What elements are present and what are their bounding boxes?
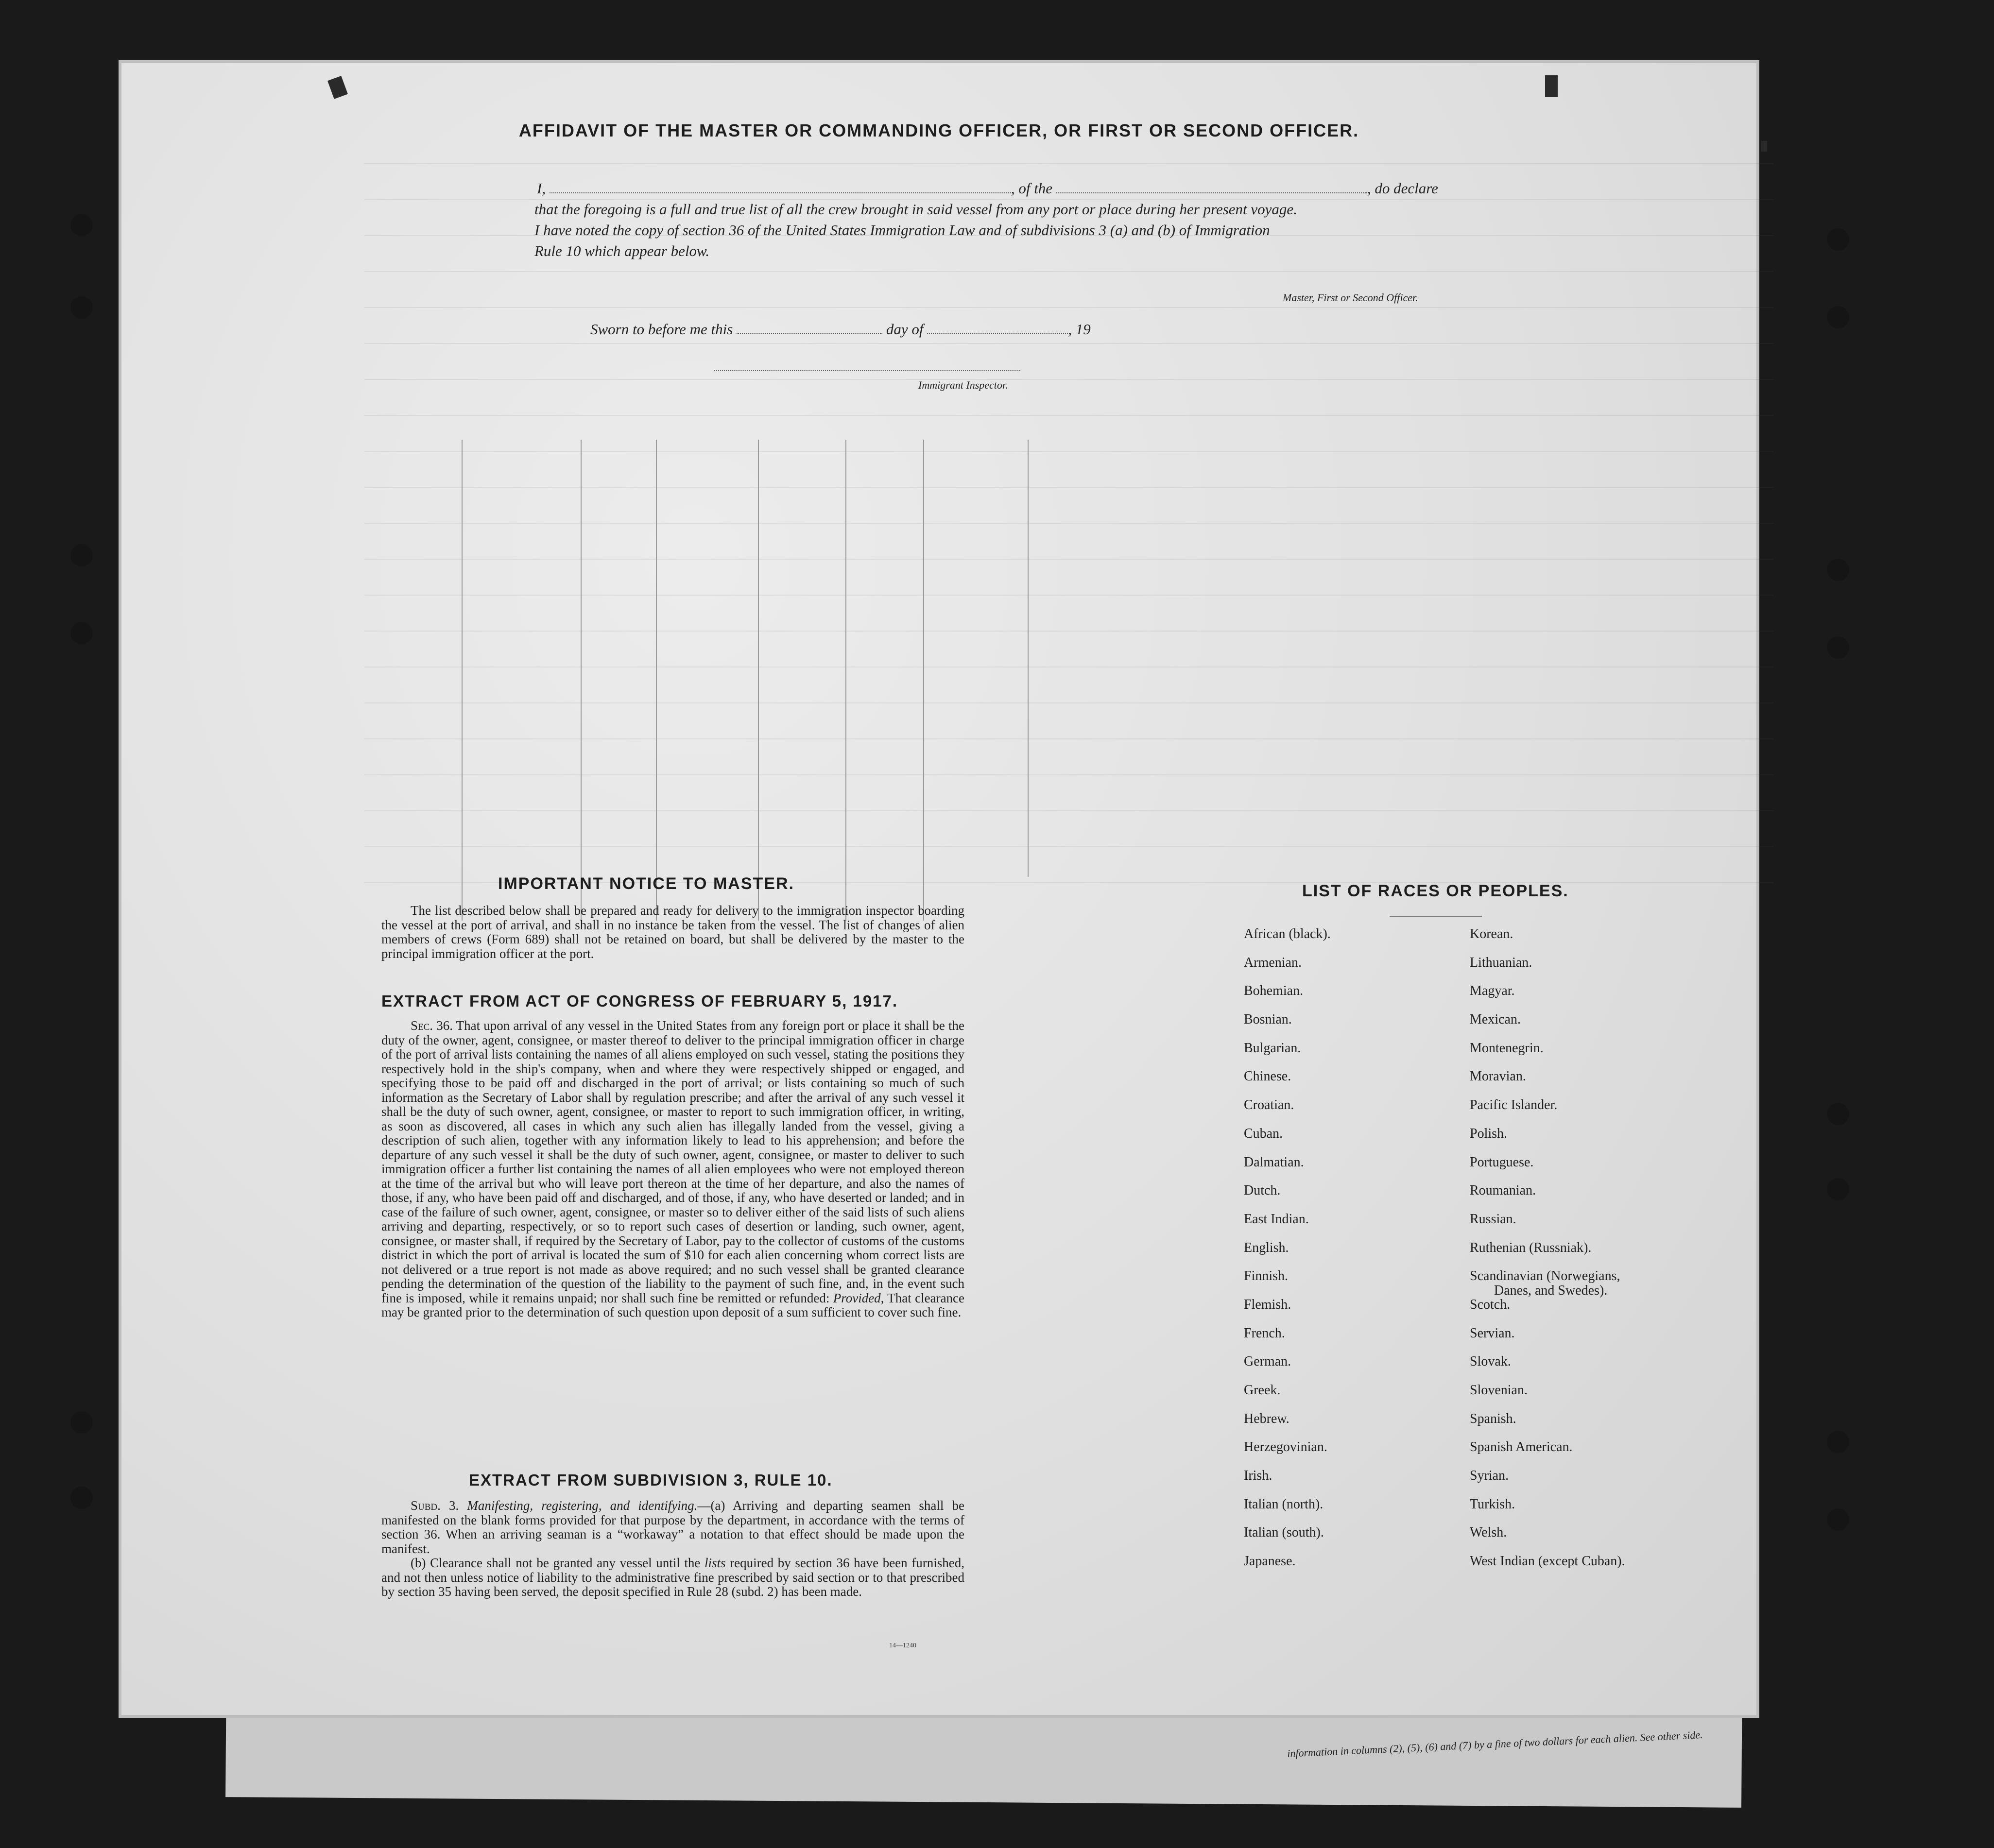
race-item: Dalmatian. [1244,1154,1304,1170]
tape-mark [1545,75,1558,97]
punch-hole [1827,1178,1849,1200]
sworn-before-label: Sworn to before me this [590,321,733,338]
column-rule [462,440,463,921]
race-item: Dutch. [1244,1183,1281,1198]
affidavit-of-the: , of the [1011,180,1053,197]
act-extract-text [381,1019,964,1320]
signature-label: Master, First or Second Officer. [1283,291,1418,304]
race-item: Japanese. [1244,1554,1296,1569]
race-item: Lithuanian. [1470,955,1532,970]
column-rule [1028,440,1029,877]
race-item: Croatian. [1244,1097,1294,1113]
race-item: Bosnian. [1244,1012,1292,1027]
punch-hole [1827,636,1849,659]
race-item: Italian (north). [1244,1496,1324,1512]
race-item: Hebrew. [1244,1411,1289,1426]
race-item: Polish. [1470,1126,1508,1141]
punch-hole [70,1411,93,1434]
race-item: Ruthenian (Russniak). [1470,1240,1592,1255]
races-title-rule [1390,916,1482,917]
race-item: Korean. [1470,926,1513,941]
race-item: Herzegovinian. [1244,1439,1327,1455]
race-item: Spanish American. [1470,1439,1573,1455]
race-item: Montenegrin. [1470,1040,1544,1056]
races-left-column [1244,927,1331,1583]
race-item: Bohemian. [1244,983,1304,999]
affidavit-declare: , do declare [1367,180,1438,197]
year-label: , 19 [1068,321,1091,338]
affidavit-line-3: I have noted the copy of section 36 of the United States Immigration Law and of subdivisions 3 (a) and (b) of Immigration [534,222,1270,239]
race-item: Magyar. [1470,983,1515,999]
subd-3-para-b-start: (b) Clearance shall not be granted any vessel until the [411,1556,701,1570]
day-of-label: day of [886,321,924,338]
name-blank[interactable] [550,181,1011,193]
column-rule [923,440,924,921]
inspector-signature-line[interactable] [714,370,1020,371]
race-item: Chinese. [1244,1069,1291,1084]
race-item: German. [1244,1354,1291,1369]
race-item: Slovenian. [1470,1383,1528,1398]
day-blank[interactable] [737,322,882,334]
month-blank[interactable] [927,322,1068,334]
form-number: 14—1240 [889,1642,916,1649]
column-rule [656,440,657,921]
subd-3-para-a: —(a) Arriving and departing seamen shall be manifested on the blank forms provided for that purpose by the department, in accordance with the terms of section 36. When an arriving seaman is a “workaway” a notation to that effect should be made upon the manifest. [381,1498,964,1556]
race-item: Spanish. [1470,1411,1516,1426]
race-item: Roumanian. [1470,1183,1536,1198]
subd-3-label: Subd. 3. [411,1498,459,1513]
document-page [121,63,1756,1715]
punch-hole [1827,228,1849,251]
race-item: Turkish. [1470,1496,1515,1512]
punch-hole [70,214,93,236]
column-rule [845,440,846,921]
punch-hole [1827,1103,1849,1125]
punch-hole [70,544,93,566]
punch-hole [70,296,93,319]
race-item-line: Scandinavian (Norwegians, [1470,1268,1620,1284]
notice-title: IMPORTANT NOTICE TO MASTER. [498,874,794,893]
race-item: Portuguese. [1470,1154,1534,1170]
underlying-note: information in columns (2), (5), (6) and (7) by a fine of two dollars for each alien. See other side. [1287,1728,1703,1760]
race-item: Welsh. [1470,1525,1507,1540]
race-item: French. [1244,1325,1285,1341]
affidavit-title: AFFIDAVIT OF THE MASTER OR COMMANDING OFFICER, OR FIRST OR SECOND OFFICER. [518,120,1359,140]
inspector-label: Immigrant Inspector. [918,379,1008,391]
race-item: Bulgarian. [1244,1040,1301,1056]
column-rule [758,440,759,921]
sworn-line [590,321,1091,338]
races-right-column [1470,927,1625,1583]
subd-3-heading: Manifesting, registering, and identifying. [467,1498,698,1513]
race-item: Mexican. [1470,1012,1521,1027]
race-item: Italian (south). [1244,1525,1324,1540]
race-item: African (black). [1244,926,1331,941]
race-item: Finnish. [1244,1268,1289,1284]
punch-hole [1827,306,1849,328]
notice-text [381,904,964,961]
sec-36-text: That upon arrival of any vessel in the United States from any foreign port or place it shall be the duty of the owner, agent, consignee, or master thereof to deliver to the principal immigration officer in charge of the port of arrival lists containing the names of all aliens employed on such vessel, stating the positions they respectively hold in the ship's company, when and where they were respectively shipped or engaged, and specifying those to be paid off and discharged in the port of arrival; or lists containing so much of such information as the Secretary of Labor shall by regulation prescribe; and after the arrival of any such vessel it shall be the duty of such owner, agent, consignee, or master to report to such immigration officer, in writing, as soon as discovered, all cases in which any such alien has illegally landed from the vessel, giving a description of such alien, together with any information likely to lead to his apprehension; and before the departure of any such vessel it shall be the duty of such owner, agent, consignee, or master to deliver to such immigration officer a further list containing the names of all alien employees who were not employed thereon at the time of the arrival but who will leave port thereon at the time of her departure, and also the names of those, if any, who have been paid off and discharged, and of those, if any, who have deserted or landed; and in case of the failure of such owner, agent, consignee, or master so to deliver either of the said lists of such aliens arriving and departing, respectively, or so to report such cases of desertion or landing, such owner, agent, consignee, or master shall, if required by the Secretary of Labor, pay to the collector of customs of the customs district in which the port of arrival is located the sum of $10 for each alien concerning whom correct lists are not delivered or a true report is not made as above required; and no such vessel shall be granted clearance pending the determination of the question of the liability to the payment of such fine, and, in the event such fine is imposed, while it remains unpaid; nor shall such fine be remitted or refunded: [381,1018,965,1305]
race-item: Russian. [1470,1211,1516,1227]
race-item: Cuban. [1244,1126,1283,1141]
rule-extract-text [381,1499,964,1599]
tape-mark [327,76,348,99]
race-item: East Indian. [1244,1211,1309,1227]
sec-36-text-end: That clearance may be granted prior to the determination of such question upon deposit of a sum sufficient to cover such fine. [381,1290,965,1319]
punch-hole [1827,1431,1849,1453]
race-item: West Indian (except Cuban). [1470,1554,1625,1569]
provided-word: Provided, [833,1290,884,1305]
race-item [1470,1269,1625,1298]
ink-mark [1761,141,1767,152]
race-item: Greek. [1244,1383,1281,1398]
vessel-blank[interactable] [1056,181,1367,193]
race-item: Moravian. [1470,1069,1526,1084]
lists-word: lists [705,1556,726,1570]
race-item-continuation: Danes, and Swedes). [1494,1283,1608,1299]
race-item: Irish. [1244,1468,1272,1484]
race-item: Servian. [1470,1325,1515,1341]
sec-36-label: Sec. 36. [411,1018,453,1033]
column-rule [581,440,582,921]
punch-hole [70,622,93,644]
subd-3-para-b-end: required by section 36 have been furnished, and not then unless notice of liability to the administrative fine prescribed by said section or to that prescribed by section 35 having been served, the deposit specified in Rule 28 (subd. 2) has been made. [381,1556,965,1599]
affidavit-line-1 [537,180,1438,197]
race-item: Syrian. [1470,1468,1509,1484]
race-item: Pacific Islander. [1470,1097,1558,1113]
affidavit-line-4: Rule 10 which appear below. [534,242,710,259]
punch-hole [70,1487,93,1509]
race-item: Slovak. [1470,1354,1511,1369]
punch-hole [1827,559,1849,581]
notice-paragraph: The list described below shall be prepared and ready for delivery to the immigration inspector boarding the vessel at the port of arrival, and shall in no instance be taken from the vessel. The list of changes of alien members of crews (Form 689) shall not be retained on board, but shall be delivered by the master to the principal immigration officer at the port. [381,903,964,961]
races-title: LIST OF RACES OR PEOPLES. [1302,882,1569,900]
affidavit-line-2: that the foregoing is a full and true list of all the crew brought in said vessel from any port or place during her present voyage. [534,201,1297,218]
race-item: Armenian. [1244,955,1302,970]
affidavit-i: I, [537,180,546,197]
rule-extract-title: EXTRACT FROM SUBDIVISION 3, RULE 10. [469,1471,833,1489]
race-item: Scotch. [1470,1297,1511,1312]
race-item: Flemish. [1244,1297,1291,1312]
act-extract-title: EXTRACT FROM ACT OF CONGRESS OF FEBRUARY 5, 1917. [381,992,898,1010]
race-item: English. [1244,1240,1289,1255]
punch-hole [1827,1508,1849,1531]
